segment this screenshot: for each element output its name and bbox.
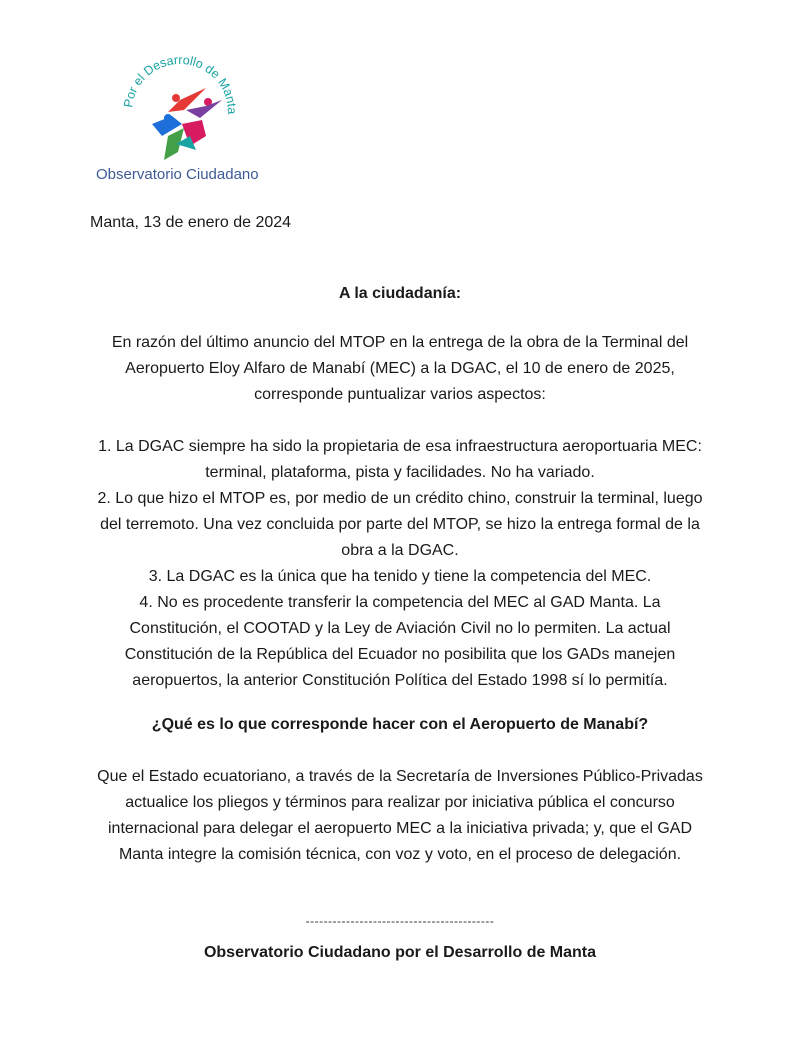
point-item: 4. No es procedente transferir la competencia del MEC al GAD Manta. La Constitución, el COOTAD y la Ley de Aviación Civil no lo permiten. La actual Constitución de la República del Ecuador no posibilita que los GADs manejen aeropuertos, la anterior Constitución Política del Estado 1998 sí lo permitía.	[124, 594, 676, 689]
point-item: 3. La DGAC es la única que ha tenido y tiene la competencia del MEC.	[148, 568, 652, 585]
signature: Observatorio Ciudadano por el Desarrollo de Manta	[203, 944, 597, 961]
people-star-icon	[152, 88, 222, 160]
logo-caption: Observatorio Ciudadano	[96, 166, 259, 183]
closing-paragraph: Que el Estado ecuatoriano, a través de la Secretaría de Inversiones Público-Privadas actualice los pliegos y términos para realizar por iniciativa pública el concurso internacional para delegar el aeropuerto MEC a la iniciativa privada; y, que el GAD Manta integre la comisión técnica, con voz y voto, en el proceso de delegación.	[97, 768, 703, 863]
logo	[80, 40, 300, 200]
points-list	[96, 434, 704, 694]
point-item: 1. La DGAC siempre ha sido la propietaria de esa infraestructura aeroportuaria MEC: terminal, plataforma, pista y facilidades. No ha variado.	[98, 438, 702, 481]
intro-paragraph: En razón del último anuncio del MTOP en la entrega de la obra de la Terminal del Aeropuerto Eloy Alfaro de Manabí (MEC) a la DGAC, el 10 de enero de 2025, corresponde puntualizar varios aspectos:	[111, 334, 689, 403]
logo-arc-text: Por el Desarrollo de Manta	[121, 52, 240, 115]
signature-divider: ------------------------------------------	[305, 914, 495, 928]
salutation: A la ciudadanía:	[338, 285, 462, 302]
letter-date: Manta, 13 de enero de 2024	[90, 214, 292, 231]
logo-emblem	[110, 40, 250, 170]
question-heading: ¿Qué es lo que corresponde hacer con el Aeropuerto de Manabí?	[151, 716, 649, 733]
point-item: 2. Lo que hizo el MTOP es, por medio de un crédito chino, construir la terminal, luego del terremoto. Una vez concluida por parte del MTOP, se hizo la entrega formal de la obra a la DGAC.	[97, 490, 703, 559]
